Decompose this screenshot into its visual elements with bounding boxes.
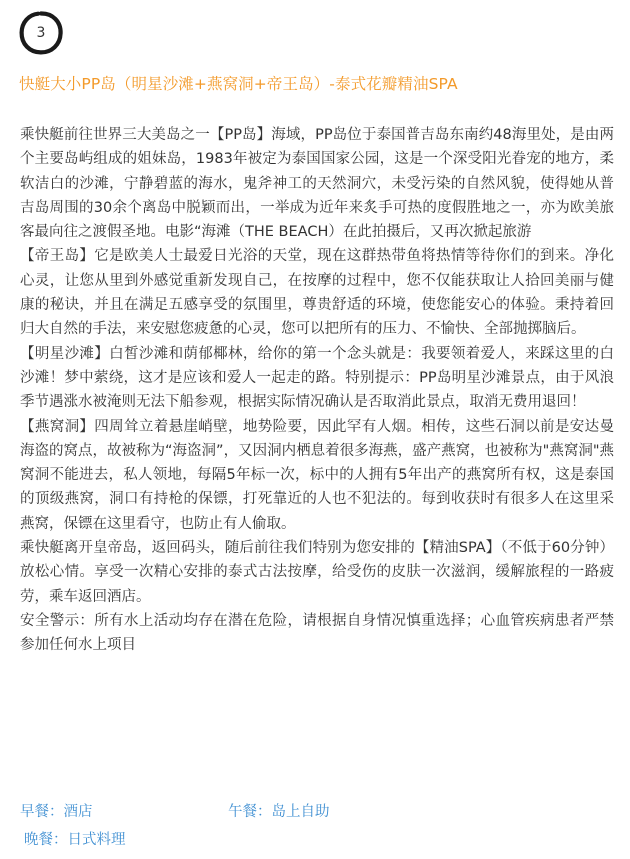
meal-breakfast: 早餐：酒店 <box>20 804 93 820</box>
day-number: 3 <box>36 25 46 41</box>
paragraph-pp-island: 乘快艇前往世界三大美岛之一【PP岛】海域，PP岛位于泰国普吉岛东南约48海里处，是由两个主要岛屿组成的姐妹岛，1983年被定为泰国国家公园，这是一个深受阳光眷宠的地方，柔软洁白的沙滩，宁静碧蓝的海水，鬼斧神工的天然洞穴，未受污染的自然风貌，使得她从普吉岛周围的30余个离岛中脱颖而出，一举成为近年来炙手可热的度假胜地之一，亦为欧美旅客最向往之渡假圣地。电影“海滩（THE BEACH）在此拍摄后，又再次掀起旅游 <box>20 127 614 241</box>
itinerary-description <box>20 123 614 658</box>
paragraph-emperor-island: 【帝王岛】它是欧美人士最爱日光浴的天堂，现在这群热带鱼将热情等待你们的到来。净化心灵，让您从里到外感觉重新发现自己，在按摩的过程中，您不仅能获取让人拾回美丽与健康的秘诀，并且在满足五感享受的氛围里，尊贵舒适的环境，使您能安心的体验。秉持着回归大自然的手法，来安慰您疲惫的心灵，您可以把所有的压力、不愉快、全部抛掷脑后。 <box>20 248 614 338</box>
paragraph-star-beach: 【明星沙滩】白皙沙滩和荫郁椰林，给你的第一个念头就是：我要领着爱人，来踩这里的白沙滩！梦中萦绕，这才是应该和爱人一起走的路。特别提示：PP岛明星沙滩景点，由于风浪季节遇涨水被淹则无法下船参观，根据实际情况确认是否取消此景点，取消无费用退回！ <box>20 345 614 411</box>
day-badge <box>18 10 64 56</box>
paragraph-safety-warning: 安全警示：所有水上活动均存在潜在危险，请根据自身情况慎重选择；心血管疾病患者严禁参加任何水上项目 <box>20 612 614 654</box>
meal-dinner: 晚餐：日式料理 <box>24 832 126 848</box>
paragraph-bird-nest-cave: 【燕窝洞】四周耸立着悬崖峭壁，地势险要，因此罕有人烟。相传，这些石洞以前是安达曼海盗的窝点，故被称为“海盗洞”，又因洞内栖息着很多海燕，盛产燕窝，也被称为"燕窝洞"燕窝洞不能进去，私人领地，每隔5年标一次，标中的人拥有5年出产的燕窝所有权，这是泰国的顶级燕窝，洞口有持枪的保镖，打死靠近的人也不犯法的。每到收获时有很多人在这里采燕窝，保镖在这里看守，也防止有人偷取。 <box>20 418 614 532</box>
day-title: 快艇大小PP岛（明星沙滩+燕窝洞+帝王岛）-泰式花瓣精油SPA <box>19 75 458 93</box>
paragraph-spa: 乘快艇离开皇帝岛，返回码头，随后前往我们特别为您安排的【精油SPA】（不低于60分钟）放松心情。享受一次精心安排的泰式古法按摩，给受伤的皮肤一次滋润，缓解旅程的一路疲劳，乘车返回酒店。 <box>20 540 614 605</box>
meal-lunch: 午餐：岛上自助 <box>228 804 330 820</box>
